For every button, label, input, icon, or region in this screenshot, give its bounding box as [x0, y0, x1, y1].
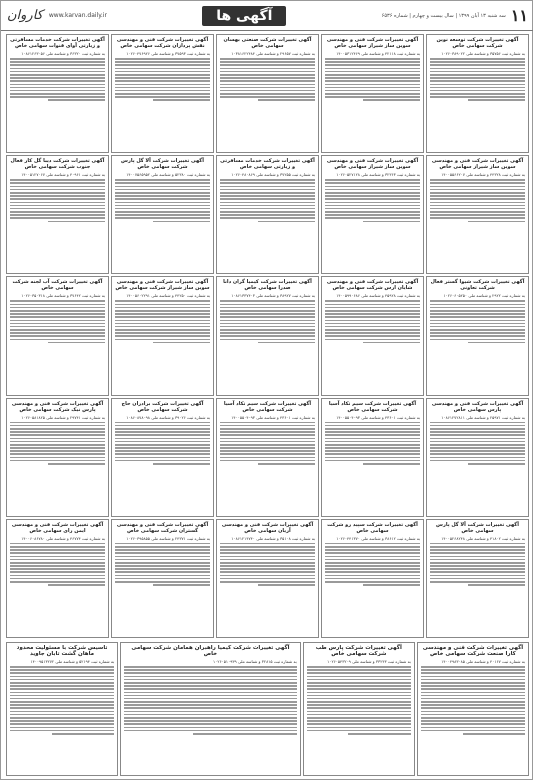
- ad-notice: [426, 398, 529, 517]
- ad-registration-info: به شماره ثبت ۲۹۷۴۱ و شناسه ملی ۱۰۲۶۰۵۸۱۸۲۵: [21, 414, 105, 420]
- ad-body-text: [124, 666, 297, 735]
- ad-registration-info: به شماره ثبت ۳۵۱۰۸ و شناسه ملی ۱۰۸۶۱۲۱۴۷۴۰: [231, 535, 315, 541]
- ad-notice: [120, 642, 301, 776]
- ad-notice: [111, 519, 214, 638]
- ad-notice: [6, 276, 109, 395]
- ads-grid: [5, 33, 530, 639]
- website-url[interactable]: www.karvan.daily.ir: [48, 12, 107, 19]
- ad-registration-info: به شماره ثبت ۴۴۲۵۰ و شناسه ملی ۱۴۰۰۵۶۰۲۲۹۱: [126, 293, 210, 299]
- ad-body-text: [220, 300, 315, 343]
- ad-registration-info: به شماره ثبت ۴۳۶۰۱ و شناسه ملی ۱۴۰۰۵۵۰۴۰۹۳: [231, 414, 315, 420]
- ad-title: آگهی تغییرات شرکت فنی و مهندسی آریان سهامی خاص: [221, 521, 314, 534]
- ad-notice: [303, 642, 415, 776]
- ad-registration-info: به شماره ثبت ۳۳۲۴۳ و شناسه ملی ۱۰۲۶۰۵۴۳۲۰۹: [327, 659, 411, 664]
- ad-registration-info: به شماره ثبت ۳۵۷۵۶ و شناسه ملی ۱۰۲۶۰۳۸۹۰۲۲: [441, 51, 525, 56]
- ad-body-text: [220, 179, 315, 222]
- ad-notice: [111, 276, 214, 395]
- ad-notice: [6, 34, 109, 153]
- ad-body-text: [325, 58, 420, 101]
- ad-title: آگهی تغییرات شرکت خدمات مسافرتی و زیارتی سهامی خاص: [220, 158, 315, 171]
- page-header: [1, 1, 533, 31]
- ad-title: آگهی تغییرات شرکت فنی و مهندسی سوین ساز شیراز سهامی خاص: [326, 158, 419, 171]
- ad-registration-info: به شماره ثبت ۳۲۳۶۳ و شناسه ملی ۱۰۲۶۰۵۲۷۱۲۸: [336, 172, 420, 178]
- ad-title: آگهی تغییرات شرکت آلا گل پارس شرکت سهامی خاص: [121, 158, 204, 171]
- ad-title: آگهی تغییرات شرکت فنی و مهندسی پارس نیک شرکت سهامی خاص: [11, 400, 104, 413]
- ad-registration-info: به شماره ثبت ۴۴۳۲۸ و شناسه ملی ۱۴۰۰۵۵۶۶۲۰۷: [441, 172, 525, 178]
- ad-registration-info: به شماره ثبت ۲۴۳۷۱ و شناسه ملی ۱۰۲۶۰۳۹۵۸۵۵: [126, 535, 210, 541]
- ad-body-text: [430, 179, 525, 222]
- ad-registration-info: به شماره ثبت ۳۹۰۲۶ و شناسه ملی ۱۰۸۶۰۸۷۸۰۹۸: [126, 414, 210, 420]
- ad-title: آگهی تغییرات شرکت فنی و مهندسی گستران شرکت سهامی خاص: [116, 521, 209, 534]
- ad-notice: [216, 519, 319, 638]
- ad-title: آگهی تغییرات شرکت فنی و مهندسی سوین ساز شیراز سهامی خاص: [326, 37, 419, 49]
- ad-title: آگهی تغییرات شرکت پارس طب شرکت سهامی خاص: [315, 645, 402, 657]
- ad-body-text: [430, 58, 525, 101]
- ad-body-text: [220, 422, 315, 465]
- bottom-ads-row: [5, 641, 530, 777]
- ad-body-text: [421, 666, 525, 735]
- ad-title: آگهی تغییرات شرکت سپید رو شرکت سهامی خاص: [327, 521, 418, 534]
- ad-title: آگهی تغییرات شرکت آب لجنه شرکت سهامی خاص: [12, 279, 103, 292]
- ad-registration-info: به شماره ثبت ۳۸۹۲۷ و شناسه ملی ۱۰۸۶۱۳۳۷۴۰۳: [231, 293, 315, 299]
- ad-title: آگهی تغییرات شرکت فنی و مهندسی کارا صنعت شرکت سهامی خاص: [422, 645, 524, 657]
- ad-title: آگهی تغییرات شرکت آلا گل پارس سهامی خاص: [436, 521, 519, 534]
- ad-body-text: [325, 300, 420, 343]
- ad-notice: [6, 398, 109, 517]
- ad-body-text: [10, 543, 105, 586]
- ad-registration-info: به شماره ثبت ۳۷۶۴۲ و شناسه ملی ۱۰۲۶۰۳۵۰۳۱۸: [21, 293, 105, 299]
- ad-registration-info: به شماره ثبت ۵۲۳۸۰ و شناسه ملی ۱۴۰۰۷۵۶۵۹۵۲: [126, 172, 210, 178]
- ad-body-text: [10, 58, 105, 101]
- ad-body-text: [10, 300, 105, 343]
- ad-title: آگهی تغییرات شرکت فنی و مهندسی شایان ارس شرکت سهامی خاص: [326, 279, 419, 292]
- ad-body-text: [325, 422, 420, 465]
- ad-notice: [426, 276, 529, 395]
- ad-body-text: [10, 179, 105, 222]
- ad-body-text: [325, 179, 420, 222]
- ad-registration-info: به شماره ثبت ۳۶۳۲۰ و شناسه ملی ۱۰۸۶۱۲۶۳۰۵۶: [21, 51, 105, 56]
- ad-notice: [111, 398, 214, 517]
- ad-registration-info: به شماره ثبت ۴۵۹۲۸ و شناسه ملی ۱۴۰۰۵۹۹۰۶۸۶: [336, 293, 420, 299]
- ad-title: آگهی تغییرات شرکت کیمیا گران دانا صدرا سهامی خاص: [223, 279, 312, 292]
- ad-registration-info: به شماره ثبت ۲۹۶۵۷ و شناسه ملی ۱۰۳۸۱۶۲۲۴۸۴: [231, 51, 315, 56]
- ad-notice: [321, 155, 424, 274]
- ad-notice: [6, 519, 109, 638]
- ad-body-text: [10, 422, 105, 465]
- issue-date: سه شنبه ۱۳ آبان ۱۳۹۹ | سال بیست و چهارم | شماره ۶۵۳۶: [381, 12, 506, 19]
- ad-title: آگهی تغییرات شرکت خدمات مسافرتی و زیارتی آوای قنوات سهامی خاص: [10, 37, 105, 49]
- ad-title: آگهی تغییرات شرکت توسعه نوین شرکت سهامی خاص: [436, 37, 519, 49]
- ad-title: آگهی تغییرات شرکت سیم تکاد آسیا شرکت سهامی خاص: [223, 400, 312, 413]
- ad-body-text: [430, 300, 525, 343]
- newspaper-logo: کاروان: [7, 8, 43, 23]
- ad-title: آگهی تغییرات شرکت فنی و مهندسی سوین ساز شیراز سهامی خاص: [431, 158, 524, 171]
- ad-title: آگهی تغییرات شرکت فنی و مهندسی سوین ساز شیراز شرکت سهامی خاص: [115, 279, 210, 292]
- ad-notice: [111, 155, 214, 274]
- ad-registration-info: به شماره ثبت ۳۷۲۵۵ و شناسه ملی ۱۰۲۶۰۴۸۰۸۶۹: [231, 172, 315, 178]
- ad-registration-info: به شماره ثبت ۳۸۶۱۲ و شناسه ملی ۱۰۲۶۰۴۴۱۳۷۰: [336, 535, 420, 541]
- ad-body-text: [307, 666, 411, 735]
- ad-registration-info: به شماره ثبت ۳۲۸۱۵ و شناسه ملی ۱۰۲۶۰۵۱۰۹۳۹: [213, 659, 297, 664]
- ad-notice: [6, 155, 109, 274]
- ad-registration-info: به شماره ثبت ۴۰۱۶۷ و شناسه ملی ۱۴۰۰۴۹۸۳۰۸۵: [441, 659, 525, 664]
- ad-title: آگهی تغییرات شرکت شیوا گستر فعال شرکت تعاونی: [430, 279, 525, 292]
- ad-registration-info: به شماره ثبت ۴۲۱۱۸ و شناسه ملی ۱۴۰۰۵۳۱۲۴۶۹: [336, 51, 420, 56]
- ad-notice: [426, 519, 529, 638]
- ad-registration-info: به شماره ثبت ۲۵۹۷۱ و شناسه ملی ۱۰۸۶۱۲۷۲۸۱۱: [441, 414, 525, 420]
- ad-body-text: [220, 543, 315, 586]
- ad-registration-info: به شماره ثبت ۵۲۱۹۴ و شناسه ملی ۱۴۰۰۹۵۱۳۲۷۲: [30, 659, 115, 664]
- ad-body-text: [115, 58, 210, 101]
- ad-title: آگهی تغییرات شرکت فنی و مهندسی پارس سهامی خاص: [431, 400, 524, 413]
- ad-title: آگهی تغییرات شرکت سیم تکاد آسیا شرکت سهامی خاص: [328, 400, 417, 413]
- ad-title: آگهی تغییرات شرکت صنعتی بهسان سهامی خاص: [223, 37, 312, 49]
- page-number: ۱۱: [510, 6, 528, 25]
- ad-title: تاسیس شرکت با مسئولیت محدود ماهان گشت تابان جاوید: [16, 645, 108, 657]
- ad-notice: [321, 276, 424, 395]
- ad-notice: [216, 155, 319, 274]
- ad-registration-info: به شماره ثبت ۴۳۶۰۱ و شناسه ملی ۱۴۰۰۵۵۰۴۰۹۳: [336, 414, 420, 420]
- ad-notice: [321, 519, 424, 638]
- ad-registration-info: به شماره ثبت ۴۰۹۶۱ و شناسه ملی ۱۴۰۰۵۱۲۷۰۶۷: [21, 172, 105, 178]
- ad-title: آگهی تغییرات شرکت برادران حاج شرکت سهامی خاص: [121, 400, 204, 413]
- ad-notice: [426, 155, 529, 274]
- ad-title: آگهی تغییرات شرکت دیبا گل کار فعال جنوب شرکت سهامی خاص: [10, 158, 105, 171]
- ad-notice: [216, 34, 319, 153]
- ad-registration-info: به شماره ثبت ۴۶۷۷۴ و شناسه ملی ۱۴۰۰۶۰۸۶۷۸۰: [21, 535, 105, 541]
- ad-body-text: [115, 300, 210, 343]
- ad-body-text: [115, 179, 210, 222]
- ad-notice: [216, 276, 319, 395]
- ad-body-text: [430, 422, 525, 465]
- section-banner: آگهی ها: [202, 6, 286, 26]
- ad-notice: [321, 34, 424, 153]
- ad-notice: [321, 398, 424, 517]
- ad-title: آگهی تغییرات شرکت فنی و مهندسی ایمن رای سهامی خاص: [11, 521, 104, 534]
- ad-body-text: [115, 422, 210, 465]
- ad-notice: [417, 642, 529, 776]
- ad-notice: [216, 398, 319, 517]
- ad-notice: [6, 642, 118, 776]
- ad-body-text: [10, 666, 114, 735]
- ad-title: آگهی تغییرات شرکت فنی و مهندسی نقش پردازان شرکت سهامی خاص: [116, 37, 209, 49]
- ad-notice: [426, 34, 529, 153]
- ad-notice: [111, 34, 214, 153]
- ad-body-text: [430, 543, 525, 586]
- ad-title: آگهی تغییرات شرکت کیمیا راهبران همامان شرکت سهامی خاص: [131, 645, 290, 657]
- ad-registration-info: به شماره ثبت ۴۱۸۰۲ و شناسه ملی ۱۴۰۰۵۲۶۸۲۴۸: [441, 535, 525, 541]
- ad-body-text: [325, 543, 420, 586]
- ad-registration-info: به شماره ثبت ۲۹۲۲ و شناسه ملی ۱۰۲۶۰۶۰۵۲۵۰: [443, 293, 525, 299]
- ad-body-text: [115, 543, 210, 586]
- ad-registration-info: به شماره ثبت ۳۷۵۹۳ و شناسه ملی ۱۰۲۶۰۴۷۶۹۲۶: [126, 51, 210, 56]
- ad-body-text: [220, 58, 315, 101]
